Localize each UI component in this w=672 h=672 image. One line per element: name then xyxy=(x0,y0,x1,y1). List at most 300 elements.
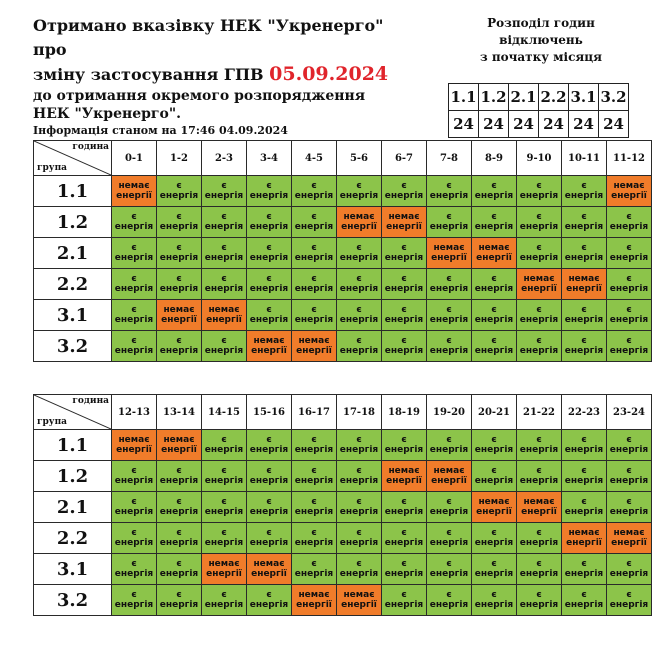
status-line-2: енергія xyxy=(429,507,469,517)
hour-header: 5-6 xyxy=(337,141,382,176)
hour-header: 1-2 xyxy=(157,141,202,176)
status-cell-off xyxy=(382,461,427,492)
status-line-2: енергія xyxy=(339,569,379,579)
status-line-2: енергія xyxy=(519,346,559,356)
dist-hours: 24 xyxy=(599,111,629,138)
status-line-2: енергія xyxy=(564,346,604,356)
status-line-2: енергія xyxy=(609,476,649,486)
status-line-1: є xyxy=(491,466,497,476)
status-line-1: немає xyxy=(613,528,645,538)
status-line-2: енергія xyxy=(519,445,559,455)
status-line-2: енергії xyxy=(296,600,332,610)
hour-header: 21-22 xyxy=(517,395,562,430)
status-line-1: є xyxy=(176,559,182,569)
status-cell-off xyxy=(157,300,202,331)
status-line-2: енергія xyxy=(114,569,154,579)
status-cell-off xyxy=(472,492,517,523)
status-line-2: енергія xyxy=(159,507,199,517)
status-line-2: енергія xyxy=(204,253,244,263)
status-cell-on xyxy=(562,176,607,207)
status-line-1: є xyxy=(356,559,362,569)
status-cell-off xyxy=(382,207,427,238)
group-name: 3.1 xyxy=(34,300,112,331)
corner-cell xyxy=(34,141,112,176)
status-line-1: є xyxy=(581,435,587,445)
status-cell-on xyxy=(247,461,292,492)
status-cell-on xyxy=(517,300,562,331)
corner-cell xyxy=(34,395,112,430)
status-cell-on xyxy=(112,492,157,523)
status-line-1: є xyxy=(176,466,182,476)
status-line-1: є xyxy=(266,435,272,445)
status-line-2: енергія xyxy=(519,253,559,263)
status-line-1: немає xyxy=(478,243,510,253)
status-line-1: є xyxy=(221,466,227,476)
status-line-1: є xyxy=(266,466,272,476)
status-cell-on xyxy=(202,269,247,300)
status-cell-off xyxy=(292,331,337,362)
status-line-2: енергія xyxy=(114,600,154,610)
status-line-2: енергія xyxy=(519,191,559,201)
status-line-1: є xyxy=(131,528,137,538)
status-line-2: енергії xyxy=(341,222,377,232)
status-line-2: енергії xyxy=(611,191,647,201)
dist-hours: 24 xyxy=(539,111,569,138)
status-cell-on xyxy=(472,207,517,238)
status-line-2: енергія xyxy=(159,253,199,263)
status-line-2: енергія xyxy=(204,191,244,201)
status-line-1: є xyxy=(221,528,227,538)
status-cell-on xyxy=(112,269,157,300)
status-cell-on xyxy=(292,554,337,585)
status-line-2: енергія xyxy=(339,284,379,294)
status-line-2: енергія xyxy=(114,538,154,548)
status-line-1: є xyxy=(221,497,227,507)
status-line-1: є xyxy=(356,305,362,315)
status-line-1: є xyxy=(491,181,497,191)
status-line-2: енергія xyxy=(564,445,604,455)
status-line-1: є xyxy=(581,497,587,507)
status-line-2: енергія xyxy=(564,600,604,610)
status-line-2: енергія xyxy=(339,445,379,455)
status-line-2: енергія xyxy=(114,476,154,486)
status-line-1: є xyxy=(446,274,452,284)
status-line-2: енергія xyxy=(114,284,154,294)
status-cell-on xyxy=(202,207,247,238)
status-line-1: є xyxy=(131,497,137,507)
status-line-1: є xyxy=(176,243,182,253)
hour-header: 3-4 xyxy=(247,141,292,176)
status-line-1: є xyxy=(536,466,542,476)
status-line-1: немає xyxy=(568,528,600,538)
status-line-2: енергія xyxy=(249,253,289,263)
status-cell-off xyxy=(562,523,607,554)
status-cell-on xyxy=(247,430,292,461)
status-cell-on xyxy=(157,554,202,585)
status-cell-off xyxy=(247,554,292,585)
status-line-2: енергії xyxy=(296,346,332,356)
status-line-1: є xyxy=(356,336,362,346)
status-cell-off xyxy=(427,238,472,269)
status-line-1: немає xyxy=(478,497,510,507)
status-line-2: енергія xyxy=(159,476,199,486)
status-cell-on xyxy=(562,585,607,616)
group-name: 2.1 xyxy=(34,492,112,523)
status-cell-on xyxy=(247,238,292,269)
status-line-2: енергія xyxy=(474,284,514,294)
status-line-1: є xyxy=(266,497,272,507)
status-cell-on xyxy=(562,331,607,362)
notice-line-2-text: зміну застосування ГПВ xyxy=(33,65,264,84)
status-line-1: є xyxy=(176,212,182,222)
status-line-1: є xyxy=(356,528,362,538)
status-line-2: енергія xyxy=(474,445,514,455)
status-line-2: енергія xyxy=(294,445,334,455)
status-line-2: енергія xyxy=(519,476,559,486)
status-line-2: енергія xyxy=(249,445,289,455)
status-line-1: є xyxy=(536,559,542,569)
status-line-2: енергія xyxy=(204,476,244,486)
status-line-1: є xyxy=(266,305,272,315)
status-cell-on xyxy=(382,331,427,362)
status-line-2: енергія xyxy=(429,538,469,548)
status-cell-off xyxy=(517,492,562,523)
status-cell-off xyxy=(562,269,607,300)
status-line-2: енергії xyxy=(431,253,467,263)
status-line-1: є xyxy=(626,559,632,569)
status-line-2: енергія xyxy=(114,253,154,263)
status-line-1: є xyxy=(131,305,137,315)
status-cell-on xyxy=(292,430,337,461)
status-line-1: є xyxy=(176,497,182,507)
status-cell-on xyxy=(427,430,472,461)
status-cell-off xyxy=(247,331,292,362)
group-row xyxy=(34,300,652,331)
status-line-2: енергії xyxy=(161,445,197,455)
hour-header: 8-9 xyxy=(472,141,517,176)
status-line-1: є xyxy=(176,590,182,600)
status-line-1: є xyxy=(401,435,407,445)
status-cell-on xyxy=(472,554,517,585)
status-line-2: енергія xyxy=(519,569,559,579)
status-line-2: енергії xyxy=(161,315,197,325)
status-cell-on xyxy=(517,331,562,362)
status-cell-off xyxy=(202,300,247,331)
status-line-2: енергія xyxy=(249,284,289,294)
group-label: група xyxy=(37,417,67,427)
status-line-1: є xyxy=(221,274,227,284)
status-line-1: є xyxy=(221,243,227,253)
status-cell-on xyxy=(202,176,247,207)
group-row xyxy=(34,269,652,300)
status-line-1: є xyxy=(401,274,407,284)
status-line-1: немає xyxy=(163,305,195,315)
status-line-1: немає xyxy=(433,243,465,253)
status-cell-on xyxy=(427,585,472,616)
status-line-2: енергія xyxy=(474,569,514,579)
status-cell-on xyxy=(427,331,472,362)
schedule-table-evening xyxy=(33,394,652,616)
notice-line-4: НЕК "Укренерго". xyxy=(33,106,181,122)
status-cell-on xyxy=(202,430,247,461)
status-line-1: є xyxy=(311,181,317,191)
status-cell-on xyxy=(607,269,652,300)
status-line-2: енергії xyxy=(566,538,602,548)
hour-header-row xyxy=(34,395,652,430)
status-line-2: енергія xyxy=(474,346,514,356)
status-line-1: є xyxy=(266,274,272,284)
status-line-1: є xyxy=(626,212,632,222)
status-line-2: енергія xyxy=(294,191,334,201)
status-cell-on xyxy=(562,492,607,523)
status-line-2: енергія xyxy=(294,507,334,517)
status-line-1: є xyxy=(266,181,272,191)
status-cell-on xyxy=(157,176,202,207)
group-name: 2.2 xyxy=(34,523,112,554)
hour-header: 2-3 xyxy=(202,141,247,176)
status-line-2: енергія xyxy=(564,253,604,263)
status-cell-on xyxy=(247,300,292,331)
status-line-1: є xyxy=(446,305,452,315)
status-line-1: є xyxy=(311,497,317,507)
status-cell-on xyxy=(562,430,607,461)
dist-group: 1.1 xyxy=(449,84,479,111)
status-line-2: енергія xyxy=(519,600,559,610)
hour-header: 11-12 xyxy=(607,141,652,176)
status-cell-on xyxy=(607,492,652,523)
status-line-1: є xyxy=(311,212,317,222)
status-line-2: енергія xyxy=(249,191,289,201)
group-row xyxy=(34,585,652,616)
status-line-2: енергія xyxy=(114,315,154,325)
status-line-2: енергії xyxy=(476,253,512,263)
status-line-1: є xyxy=(131,336,137,346)
status-line-2: енергія xyxy=(384,315,424,325)
status-line-1: немає xyxy=(163,435,195,445)
status-cell-on xyxy=(382,238,427,269)
status-line-1: є xyxy=(536,528,542,538)
status-cell-on xyxy=(517,554,562,585)
status-line-1: є xyxy=(446,212,452,222)
distribution-title-2: з початку місяця xyxy=(479,50,603,64)
status-line-2: енергія xyxy=(204,507,244,517)
status-line-2: енергія xyxy=(249,222,289,232)
status-cell-on xyxy=(337,176,382,207)
status-line-1: є xyxy=(131,559,137,569)
status-cell-on xyxy=(292,207,337,238)
status-cell-on xyxy=(517,176,562,207)
status-line-2: енергія xyxy=(474,600,514,610)
status-line-2: енергія xyxy=(339,191,379,201)
status-line-1: є xyxy=(131,466,137,476)
dist-hours: 24 xyxy=(569,111,599,138)
status-line-2: енергія xyxy=(114,507,154,517)
status-line-1: є xyxy=(401,528,407,538)
status-line-2: енергія xyxy=(294,569,334,579)
status-cell-on xyxy=(112,585,157,616)
status-line-2: енергія xyxy=(249,538,289,548)
status-line-2: енергія xyxy=(609,284,649,294)
distribution-groups-row xyxy=(449,84,629,111)
status-line-1: є xyxy=(581,466,587,476)
distribution-title-1: Розподіл годин відключень xyxy=(487,16,595,47)
hour-header: 16-17 xyxy=(292,395,337,430)
status-line-2: енергія xyxy=(339,346,379,356)
status-line-2: енергія xyxy=(429,569,469,579)
status-cell-off xyxy=(157,430,202,461)
status-line-2: енергія xyxy=(159,191,199,201)
status-line-1: є xyxy=(581,305,587,315)
status-line-2: енергії xyxy=(521,284,557,294)
status-cell-on xyxy=(472,523,517,554)
status-line-2: енергія xyxy=(609,253,649,263)
status-cell-on xyxy=(337,554,382,585)
hour-label: година xyxy=(72,142,109,152)
status-cell-on xyxy=(292,238,337,269)
status-cell-on xyxy=(112,331,157,362)
status-line-2: енергія xyxy=(339,538,379,548)
status-line-1: немає xyxy=(388,212,420,222)
dist-group: 2.1 xyxy=(509,84,539,111)
status-line-2: енергія xyxy=(429,346,469,356)
status-line-1: є xyxy=(626,590,632,600)
dist-hours: 24 xyxy=(509,111,539,138)
status-line-1: немає xyxy=(433,466,465,476)
hour-header: 7-8 xyxy=(427,141,472,176)
status-line-2: енергії xyxy=(116,191,152,201)
status-cell-off xyxy=(337,207,382,238)
status-cell-on xyxy=(202,238,247,269)
status-line-2: енергія xyxy=(384,284,424,294)
status-line-2: енергії xyxy=(476,507,512,517)
status-line-2: енергія xyxy=(159,346,199,356)
hour-header: 6-7 xyxy=(382,141,427,176)
status-cell-on xyxy=(382,585,427,616)
status-cell-on xyxy=(337,523,382,554)
group-name: 1.2 xyxy=(34,207,112,238)
group-row xyxy=(34,492,652,523)
status-cell-on xyxy=(607,331,652,362)
status-line-2: енергія xyxy=(474,315,514,325)
status-line-2: енергія xyxy=(339,476,379,486)
group-name: 3.2 xyxy=(34,331,112,362)
status-cell-on xyxy=(157,269,202,300)
status-line-1: немає xyxy=(388,466,420,476)
status-line-1: є xyxy=(536,181,542,191)
status-line-1: є xyxy=(131,243,137,253)
status-line-2: енергія xyxy=(609,507,649,517)
status-cell-on xyxy=(337,430,382,461)
status-cell-on xyxy=(157,585,202,616)
status-line-1: немає xyxy=(523,497,555,507)
status-line-1: є xyxy=(581,181,587,191)
status-line-2: енергія xyxy=(204,538,244,548)
status-cell-on xyxy=(607,238,652,269)
status-line-1: є xyxy=(176,528,182,538)
status-line-1: є xyxy=(266,528,272,538)
status-line-1: є xyxy=(356,181,362,191)
dist-group: 3.1 xyxy=(569,84,599,111)
status-cell-off xyxy=(472,238,517,269)
status-line-2: енергія xyxy=(204,600,244,610)
status-cell-on xyxy=(247,176,292,207)
status-cell-on xyxy=(517,430,562,461)
status-cell-on xyxy=(112,300,157,331)
status-line-2: енергія xyxy=(564,569,604,579)
status-line-2: енергія xyxy=(159,600,199,610)
hour-header: 19-20 xyxy=(427,395,472,430)
status-cell-on xyxy=(427,269,472,300)
status-line-2: енергія xyxy=(609,569,649,579)
status-cell-on xyxy=(292,461,337,492)
schedule-table-morning xyxy=(33,140,652,362)
hours-distribution xyxy=(448,15,634,138)
status-cell-on xyxy=(607,585,652,616)
status-line-1: є xyxy=(491,590,497,600)
status-line-2: енергія xyxy=(249,507,289,517)
status-line-1: є xyxy=(446,435,452,445)
status-line-1: є xyxy=(311,466,317,476)
group-row xyxy=(34,461,652,492)
status-cell-on xyxy=(337,238,382,269)
status-line-1: є xyxy=(581,559,587,569)
status-line-1: є xyxy=(626,336,632,346)
status-cell-on xyxy=(517,207,562,238)
status-line-1: є xyxy=(221,590,227,600)
status-line-1: є xyxy=(176,181,182,191)
status-cell-off xyxy=(607,523,652,554)
status-cell-on xyxy=(202,461,247,492)
status-cell-on xyxy=(247,523,292,554)
status-cell-on xyxy=(382,430,427,461)
status-line-1: є xyxy=(446,336,452,346)
status-line-1: є xyxy=(311,435,317,445)
status-line-2: енергія xyxy=(384,191,424,201)
status-cell-off xyxy=(202,554,247,585)
status-line-2: енергії xyxy=(116,445,152,455)
status-line-2: енергія xyxy=(339,507,379,517)
status-line-2: енергія xyxy=(564,191,604,201)
hour-header: 17-18 xyxy=(337,395,382,430)
status-line-1: є xyxy=(626,243,632,253)
status-cell-off xyxy=(112,430,157,461)
status-line-2: енергія xyxy=(294,315,334,325)
status-line-2: енергія xyxy=(474,191,514,201)
status-line-2: енергії xyxy=(386,222,422,232)
status-line-2: енергія xyxy=(384,507,424,517)
status-line-1: є xyxy=(266,590,272,600)
status-cell-on xyxy=(472,331,517,362)
status-line-2: енергія xyxy=(429,284,469,294)
status-cell-on xyxy=(202,331,247,362)
status-cell-on xyxy=(112,554,157,585)
status-line-2: енергія xyxy=(114,222,154,232)
status-line-2: енергія xyxy=(249,315,289,325)
status-line-1: є xyxy=(491,336,497,346)
status-line-2: енергія xyxy=(384,253,424,263)
status-line-1: є xyxy=(401,590,407,600)
hour-header: 0-1 xyxy=(112,141,157,176)
status-line-2: енергія xyxy=(609,445,649,455)
status-line-2: енергії xyxy=(251,346,287,356)
status-line-1: є xyxy=(221,336,227,346)
status-cell-on xyxy=(157,461,202,492)
status-line-1: є xyxy=(491,435,497,445)
status-cell-on xyxy=(382,492,427,523)
dist-hours: 24 xyxy=(479,111,509,138)
status-line-1: є xyxy=(581,336,587,346)
status-line-1: є xyxy=(536,336,542,346)
